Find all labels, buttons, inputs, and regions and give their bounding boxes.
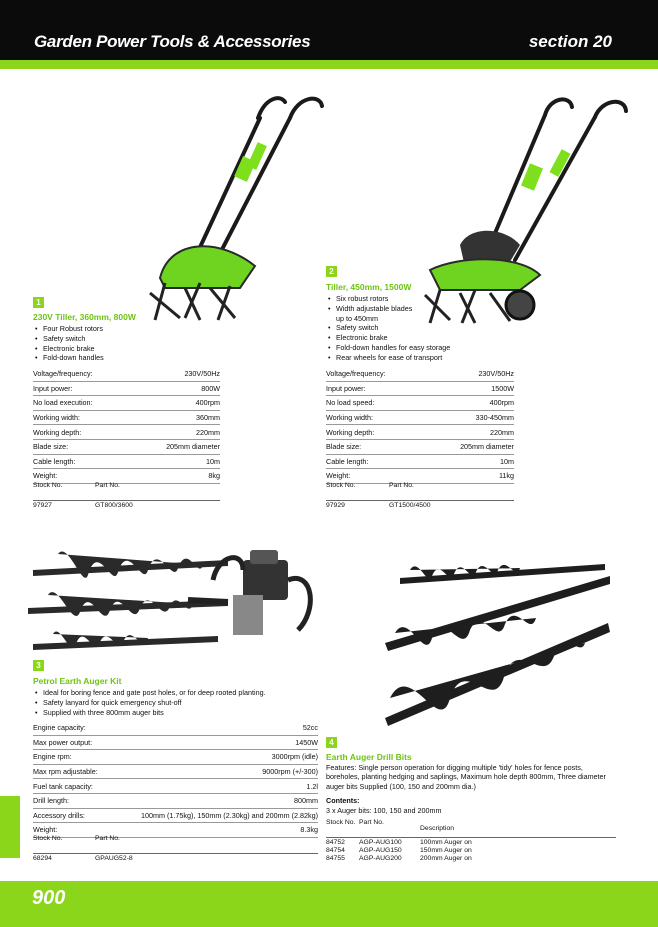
spec-value: 220mm <box>131 425 220 440</box>
spec-label: Max power output: <box>33 735 109 750</box>
tiller-800w-image <box>140 88 330 323</box>
feature-item: • Fold-down handles <box>43 353 223 363</box>
stock-header-2: Stock No. <box>326 482 356 489</box>
spec-row <box>326 381 514 396</box>
spec-label: Drill length: <box>33 793 109 808</box>
part-header-1: Part No. <box>95 482 120 489</box>
contents-heading: Contents: <box>326 796 360 805</box>
spec-row <box>33 721 318 735</box>
feature-item: • Rear wheels for ease of transport <box>336 353 526 363</box>
spec-row <box>33 425 220 440</box>
stock-number: 68294 <box>33 855 52 862</box>
spec-value: 100mm (1.75kg), 150mm (2.30kg) and 200mm (2.82kg) <box>109 808 318 823</box>
spec-row <box>326 439 514 454</box>
page-number: 900 <box>32 887 66 909</box>
product-title-3: Petrol Earth Auger Kit <box>33 676 122 686</box>
part-number: AGP-AUG150 <box>359 847 402 854</box>
stock-row-1 <box>33 500 220 511</box>
spec-row <box>326 454 514 469</box>
feature-item: • Electronic brake <box>43 344 223 354</box>
stock-header-4: Stock No. <box>326 819 356 826</box>
stock-number: 97929 <box>326 502 345 509</box>
spec-label: Fuel tank capacity: <box>33 779 109 794</box>
spec-value: 1500W <box>425 381 514 396</box>
spec-value: 1.2l <box>109 779 318 794</box>
product-title-4: Earth Auger Drill Bits <box>326 752 412 762</box>
spec-row <box>33 823 318 838</box>
stock-row-2 <box>326 500 514 511</box>
spec-label: Blade size: <box>33 439 131 454</box>
spec-row <box>33 808 318 823</box>
spec-value: 10m <box>425 454 514 469</box>
earth-auger-kit-image <box>28 540 328 660</box>
part-header-3: Part No. <box>95 835 120 842</box>
product-title-2: Tiller, 450mm, 1500W <box>326 282 412 292</box>
spec-label: Input power: <box>326 381 425 396</box>
table-row <box>326 847 616 855</box>
feature-item: • Ideal for boring fence and gate post holes, or for deep rooted planting. <box>43 688 333 698</box>
part-number: AGP-AUG100 <box>359 839 402 846</box>
spec-label: Weight: <box>326 469 425 484</box>
product-number-1: 1 <box>33 297 44 308</box>
spec-value: 205mm diameter <box>131 439 220 454</box>
spec-row <box>33 410 220 425</box>
item-description: 150mm Auger on <box>420 847 472 854</box>
spec-label: Cable length: <box>33 454 131 469</box>
spec-row <box>33 750 318 765</box>
spec-row <box>33 793 318 808</box>
part-header-4: Part No. <box>359 819 384 826</box>
spec-label: Weight: <box>33 823 109 838</box>
stock-table-4 <box>326 837 616 865</box>
spec-table-2 <box>326 367 514 484</box>
spec-label: Voltage/frequency: <box>326 367 425 381</box>
feature-item: • Safety lanyard for quick emergency shut-off <box>43 698 333 708</box>
spec-label: Engine capacity: <box>33 721 109 735</box>
part-number: GT800/3600 <box>95 502 133 509</box>
auger-bits-image <box>370 548 620 733</box>
spec-value: 8kg <box>131 469 220 484</box>
spec-value: 400rpm <box>425 396 514 411</box>
spec-value: 400rpm <box>131 396 220 411</box>
stock-number: 84755 <box>326 855 345 862</box>
spec-label: Engine rpm: <box>33 750 109 765</box>
feature-item: • Safety switch <box>43 334 223 344</box>
spec-row <box>326 425 514 440</box>
spec-row <box>33 396 220 411</box>
spec-value: 3000rpm (idle) <box>109 750 318 765</box>
spec-value: 360mm <box>131 410 220 425</box>
spec-value: 800mm <box>109 793 318 808</box>
spec-label: Voltage/frequency: <box>33 367 131 381</box>
feature-list-1 <box>33 324 223 363</box>
spec-label: Weight: <box>33 469 131 484</box>
stock-header-3: Stock No. <box>33 835 63 842</box>
spec-label: Accessory drills: <box>33 808 109 823</box>
page-title: Garden Power Tools & Accessories <box>34 32 311 51</box>
spec-value: 9000rpm (+/-300) <box>109 764 318 779</box>
table-row <box>326 855 616 863</box>
spec-value: 800W <box>131 381 220 396</box>
stock-number: 84754 <box>326 847 345 854</box>
stock-header-1: Stock No. <box>33 482 63 489</box>
product-number-4: 4 <box>326 737 337 748</box>
spec-label: Blade size: <box>326 439 425 454</box>
spec-row <box>33 454 220 469</box>
spec-value: 1450W <box>109 735 318 750</box>
footer-band <box>0 881 658 927</box>
product-number-3: 3 <box>33 660 44 671</box>
feature-list-3 <box>33 688 333 717</box>
contents-text: 3 x Auger bits: 100, 150 and 200mm <box>326 806 442 815</box>
spec-row <box>33 735 318 750</box>
spec-row <box>33 367 220 381</box>
spec-value: 8.3kg <box>109 823 318 838</box>
product-title-1: 230V Tiller, 360mm, 800W <box>33 312 136 322</box>
spec-table-3 <box>33 721 318 838</box>
spec-value: 205mm diameter <box>425 439 514 454</box>
spec-value: 330-450mm <box>425 410 514 425</box>
stock-number: 97927 <box>33 502 52 509</box>
part-number: AGP-AUG200 <box>359 855 402 862</box>
feature-item: • Electronic brake <box>336 333 526 343</box>
part-number: GT1500/4500 <box>389 502 431 509</box>
spec-row <box>33 381 220 396</box>
spec-row <box>326 410 514 425</box>
spec-label: Cable length: <box>326 454 425 469</box>
spec-value: 10m <box>131 454 220 469</box>
spec-label: Input power: <box>33 381 131 396</box>
feature-item: • Six robust rotors <box>336 294 526 304</box>
spec-label: Max rpm adjustable: <box>33 764 109 779</box>
product-number-2: 2 <box>326 266 337 277</box>
spec-table-1 <box>33 367 220 484</box>
spec-label: No load execution: <box>33 396 131 411</box>
spec-label: Working depth: <box>326 425 425 440</box>
spec-value: 11kg <box>425 469 514 484</box>
spec-value: 220mm <box>425 425 514 440</box>
section-side-tab <box>0 796 20 858</box>
item-description: 100mm Auger on <box>420 839 472 846</box>
spec-label: Working width: <box>326 410 425 425</box>
spec-row <box>326 367 514 381</box>
spec-value: 230V/50Hz <box>131 367 220 381</box>
spec-label: Working depth: <box>33 425 131 440</box>
header-accent-bar <box>0 60 658 69</box>
spec-label: Working width: <box>33 410 131 425</box>
spec-value: 230V/50Hz <box>425 367 514 381</box>
feature-list-2 <box>326 294 526 363</box>
feature-item: • Supplied with three 800mm auger bits <box>43 708 333 718</box>
feature-item: • Fold-down handles for easy storage <box>336 343 526 353</box>
description-header-4: Description <box>420 825 454 832</box>
spec-row <box>326 396 514 411</box>
stock-row-3 <box>33 853 318 864</box>
feature-item: • Four Robust rotors <box>43 324 223 334</box>
section-label: section 20 <box>528 32 612 51</box>
table-row <box>326 839 616 847</box>
part-number: GPAUG52-8 <box>95 855 133 862</box>
tiller-1500w-image <box>420 95 635 325</box>
spec-row <box>33 439 220 454</box>
feature-item: • Safety switch <box>336 323 526 333</box>
item-description: 200mm Auger on <box>420 855 472 862</box>
stock-number: 84752 <box>326 839 345 846</box>
spec-row <box>33 764 318 779</box>
spec-row <box>33 779 318 794</box>
spec-label: No load speed: <box>326 396 425 411</box>
part-header-2: Part No. <box>389 482 414 489</box>
feature-item: • Width adjustable blades up to 450mm <box>336 304 418 324</box>
product-description-4: Features: Single person operation for digging multiple 'tidy' holes for fence posts, boreholes, planting hedging and saplings, Maximum hole depth 800mm, Three diameter auger bits Supplied (100, 150 and 200mm dia.) <box>326 763 606 791</box>
spec-value: 52cc <box>109 721 318 735</box>
